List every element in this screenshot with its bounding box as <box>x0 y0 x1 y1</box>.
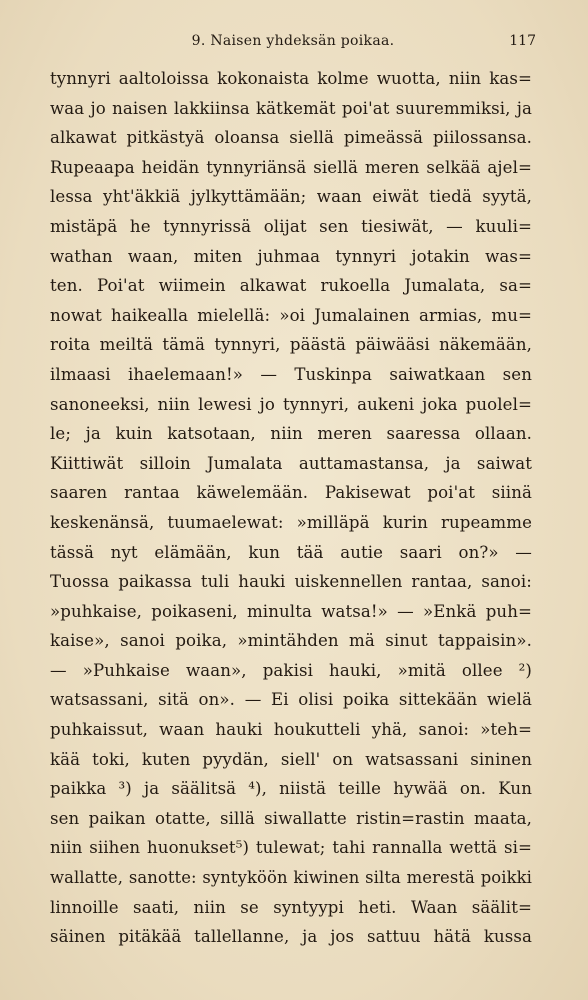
body-text <box>50 64 532 952</box>
text-line: linnoille saati, niin se syntyypi heti. Waan säälit= <box>50 897 532 917</box>
text-line: »puhkaise, poikaseni, minulta watsa!» — »Enkä puh= <box>50 601 532 621</box>
text-line: kää toki, kuten pyydän, siell' on watsassani sininen <box>50 749 532 769</box>
text-line: Kiittiwät silloin Jumalata auttamastansa, ja saiwat <box>50 453 532 473</box>
text-line: keskenänsä, tuumaelewat: »milläpä kurin rupeamme <box>50 512 532 532</box>
text-line: mistäpä he tynnyrissä olijat sen tiesiwät, — kuuli= <box>50 216 532 236</box>
running-head <box>50 33 536 55</box>
text-line: nowat haikealla mielellä: »oi Jumalainen armias, mu= <box>50 305 532 325</box>
text-line: tynnyri aaltoloissa kokonaista kolme wuotta, niin kas= <box>50 69 532 88</box>
text-line: säinen pitäkää tallellanne, ja jos sattuu hätä kussa <box>50 927 532 947</box>
text-line: kaise», sanoi poika, »mintähden mä sinut tappaisin». <box>50 631 532 651</box>
text-line: niin siihen huonukset⁵) tulewat; tahi rannalla wettä si= <box>50 838 532 858</box>
text-line: saaren rantaa käwelemään. Pakisewat poi'at siinä <box>50 483 532 503</box>
text-line: lessa yht'äkkiä jylkyttämään; waan eiwät tiedä syytä, <box>50 187 532 207</box>
chapter-title: 9. Naisen yhdeksän poikaa. <box>191 33 395 49</box>
text-line: ilmaasi ihaelemaan!» — Tuskinpa saiwatkaan sen <box>50 364 532 384</box>
text-line: paikka ³) ja säälitsä ⁴), niistä teille hywää on. Kun <box>50 779 532 799</box>
text-line: sen paikan otatte, sillä siwallatte ristin=rastin maata, <box>50 808 532 828</box>
text-line: watsassani, sitä on». — Ei olisi poika sittekään wielä <box>50 690 532 710</box>
page-number: 117 <box>509 33 536 49</box>
text-line: Tuossa paikassa tuli hauki uiskennellen rantaa, sanoi: <box>50 572 532 592</box>
text-line: alkawat pitkästyä oloansa siellä pimeässä piilossansa. <box>50 128 532 148</box>
text-line: le; ja kuin katsotaan, niin meren saaressa ollaan. <box>50 424 532 444</box>
text-line: puhkaissut, waan hauki houkutteli yhä, sanoi: »teh= <box>50 720 532 740</box>
text-line: — »Puhkaise waan», pakisi hauki, »mitä ollee ²) <box>50 660 532 680</box>
text-line: tässä nyt elämään, kun tää autie saari on?» — <box>50 542 532 562</box>
text-line: wathan waan, miten juhmaa tynnyri jotakin was= <box>50 246 532 266</box>
text-line: roita meiltä tämä tynnyri, päästä päiwääsi näkemään, <box>50 335 532 355</box>
text-line: wallatte, sanotte: syntyköön kiwinen silta merestä poikki <box>50 868 532 888</box>
text-line: waa jo naisen lakkiinsa kätkemät poi'at suuremmiksi, ja <box>50 98 532 118</box>
text-line: ten. Poi'at wiimein alkawat rukoella Jumalata, sa= <box>50 276 532 296</box>
text-line: sanoneeksi, niin lewesi jo tynnyri, aukeni joka puolel= <box>50 394 532 414</box>
text-line: Rupeaapa heidän tynnyriänsä siellä meren selkää ajel= <box>50 157 532 177</box>
